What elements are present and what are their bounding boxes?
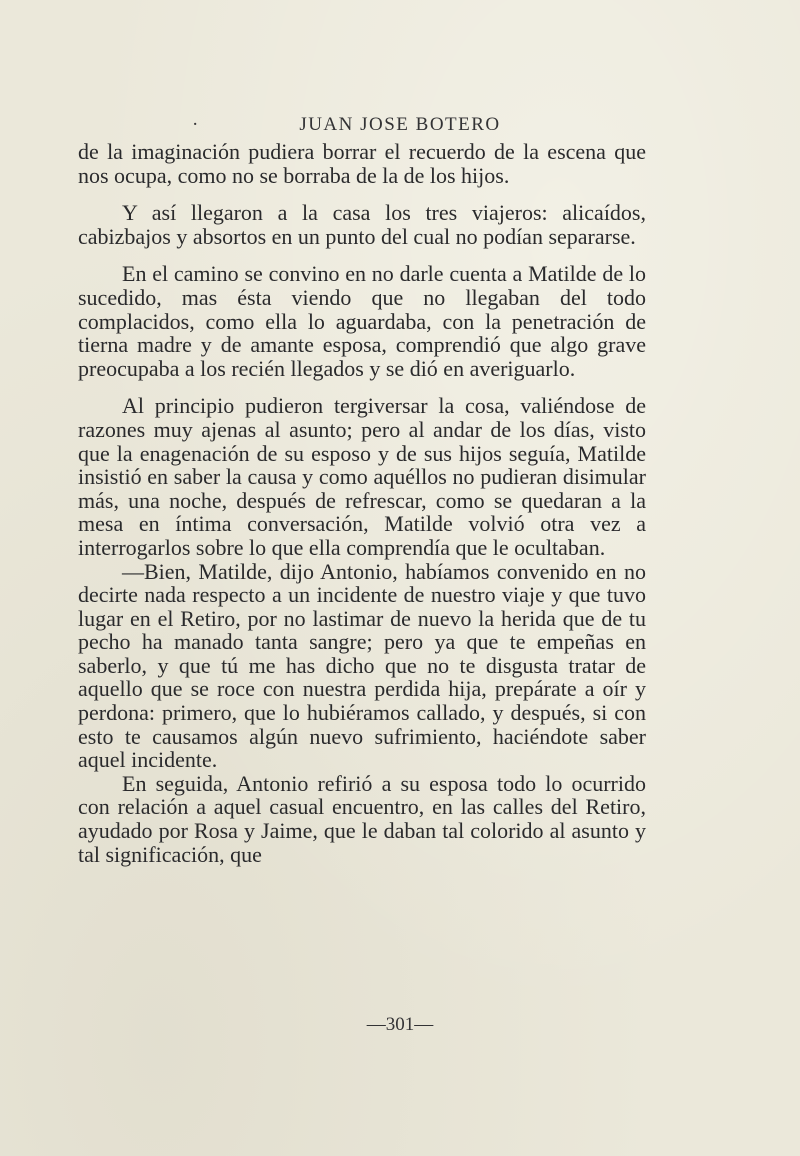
running-head bbox=[0, 114, 800, 136]
paragraph-3: En el camino se convino en no darle cuenta a Matilde de lo sucedido, mas ésta viendo que no llegaban del todo complacidos, como ella lo aguardaba, con la penetración de tierna madre y de amante esposa, comprendió que algo grave preocupaba a los recién llegados y se dió en averiguarlo. bbox=[78, 261, 646, 381]
paragraph-6: En seguida, Antonio refirió a su esposa todo lo ocurrido con relación a aquel casual encuentro, en las calles del Retiro, ayudado por Rosa y Jaime, que le daban tal colorido al asunto y tal significación, que bbox=[78, 770, 646, 867]
header-bullet: · bbox=[192, 114, 200, 135]
body-text bbox=[78, 140, 646, 866]
paragraph-4: Al principio pudieron tergiversar la cosa, valiéndose de razones muy ajenas al asunto; pero al andar de los días, visto que la enagenación de su esposo y de sus hijos seguía, Matilde insistió en saber la causa y como aquéllos no pudieran disimular más, una noche, después de refrescar, como se quedaran a la mesa en íntima conversación, Matilde volvió otra vez a interrogarlos sobre lo que ella comprendía que le ocultaban. bbox=[78, 393, 646, 560]
paragraph-1: de la imaginación pudiera borrar el recuerdo de la escena que nos ocupa, como no se borraba de la de los hijos. bbox=[78, 139, 646, 188]
paragraph-5: —Bien, Matilde, dijo Antonio, habíamos convenido en no decirte nada respecto a un incidente de nuestro viaje y que tuvo lugar en el Retiro, por no lastimar de nuevo la herida que de tu pecho ha manado tanta sangre; pero ya que te empeñas en saberlo, y que tú me has dicho que no te disgusta tratar de aquello que se roce con nuestra perdida hija, prepárate a oír y perdona: primero, que lo hubiéramos callado, y después, si con esto te causamos algún nuevo sufrimiento, haciéndote saber aquel incidente. bbox=[78, 558, 646, 773]
running-title: JUAN JOSE BOTERO bbox=[299, 114, 501, 135]
page-number: —301— bbox=[366, 1014, 434, 1035]
paragraph-2: Y así llegaron a la casa los tres viajeros: alicaídos, cabizbajos y absortos en un punto del cual no podían separarse. bbox=[78, 200, 646, 249]
